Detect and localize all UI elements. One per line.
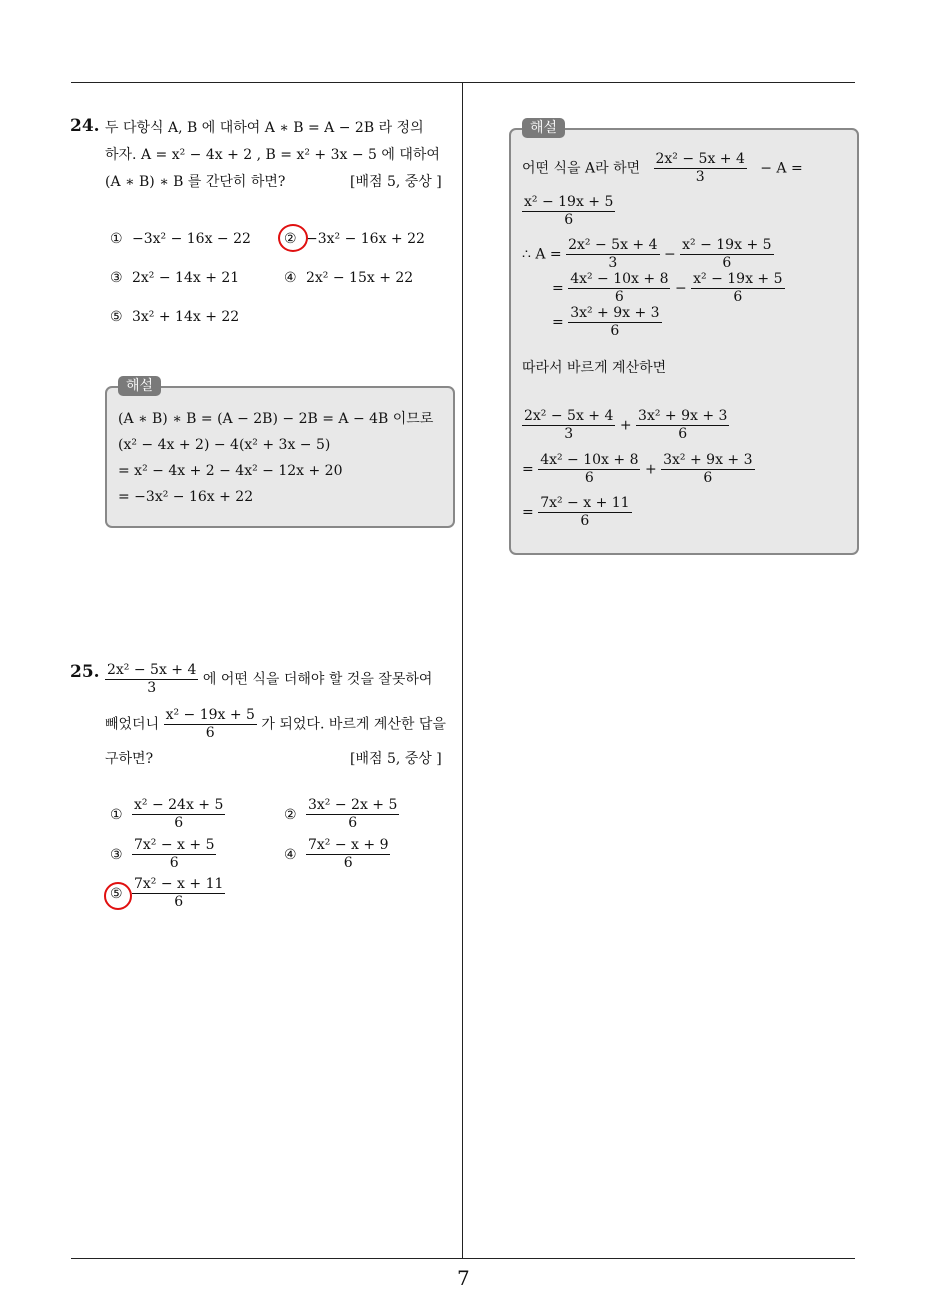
q24-solution-line-3: = x² − 4x + 2 − 4x² − 12x + 20	[118, 463, 343, 479]
q24-option-5[interactable]: ⑤ 3x² + 14x + 22	[110, 309, 240, 325]
q24-option-4[interactable]: ④ 2x² − 15x + 22	[284, 270, 414, 286]
q24-number: 24.	[70, 116, 100, 136]
sol25-line-4: = $\frac{\text{4x² − 10x + 8}}{6}$ − $\frac{\text{x² − 19x + 5}}{6}$	[552, 271, 783, 305]
page-number: 7	[457, 1266, 470, 1290]
q25-solution-box	[509, 128, 859, 555]
q25-option-1[interactable]: ① $\frac{\text{x² − 24x + 5}}{6}$	[110, 797, 224, 831]
q25-meta: [배점 5, 중상 ]	[350, 751, 442, 767]
q25-number: 25.	[70, 662, 100, 682]
q25-solution-tag: 해설	[522, 118, 565, 138]
q24-answer-circle	[278, 224, 308, 252]
q25-line1: $\frac{\text{2x² − 5x + 4}}{3}$ 에 어떤 식을 더해야 할 것을 잘못하여	[107, 662, 433, 696]
q24-option-1[interactable]: ① −3x² − 16x − 22	[110, 231, 251, 247]
q24-line2: 하자. A = x² − 4x + 2 , B = x² + 3x − 5 에 대하여	[105, 147, 440, 163]
q25-line2: 빼었더니 $\frac{\text{x² − 19x + 5}}{6}$ 가 되었다. 바르게 계산한 답을	[105, 707, 446, 741]
q25-option-2[interactable]: ② $\frac{\text{3x² − 2x + 5}}{6}$	[284, 797, 398, 831]
q24-line1: 두 다항식 A, B 에 대하여 A ∗ B = A − 2B 라 정의	[105, 120, 424, 136]
sol25-line-5: = $\frac{\text{3x² + 9x + 3}}{6}$	[552, 305, 660, 339]
q25-option-3[interactable]: ③ $\frac{\text{7x² − x + 5}}{6}$	[110, 837, 215, 871]
q25-fraction-1: $\frac{\text{2x² − 5x + 4}}{3}$	[107, 662, 197, 696]
sol25-correct-text: 따라서 바르게 계산하면	[522, 360, 667, 376]
q24-option-2[interactable]: ② −3x² − 16x + 22	[284, 231, 425, 247]
column-divider	[462, 82, 463, 1259]
sol25-line-7: $\frac{\text{2x² − 5x + 4}}{3}$ + $\frac{\text{3x² + 9x + 3}}{6}$	[524, 408, 728, 442]
sol25-line-9: = $\frac{\text{7x² − x + 11}}{6}$	[522, 495, 630, 529]
q24-solution-box	[105, 386, 455, 528]
q25-option-4[interactable]: ④ $\frac{\text{7x² − x + 9}}{6}$	[284, 837, 389, 871]
top-rule	[71, 82, 855, 83]
sol25-line-8: = $\frac{\text{4x² − 10x + 8}}{6}$ + $\frac{\text{3x² + 9x + 3}}{6}$	[522, 452, 753, 486]
q24-solution-line-1: (A ∗ B) ∗ B = (A − 2B) − 2B = A − 4B 이므로	[118, 411, 434, 427]
q24-solution-line-4: = −3x² − 16x + 22	[118, 489, 254, 505]
q24-line3: (A ∗ B) ∗ B 를 간단히 하면?	[105, 174, 286, 190]
sol25-line-3: ∴ A = $\frac{\text{2x² − 5x + 4}}{3}$ − $\frac{\text{x² − 19x + 5}}{6}$	[522, 237, 772, 271]
q24-solution-tag: 해설	[118, 376, 161, 396]
q25-line3: 구하면?	[105, 751, 154, 767]
q25-answer-circle	[104, 882, 132, 910]
sol25-intro: 어떤 식을 A라 하면 $\frac{\text{2x² − 5x + 4}}{3}$ − A =	[522, 151, 803, 185]
q24-solution-line-2: (x² − 4x + 2) − 4(x² + 3x − 5)	[118, 437, 331, 453]
q24-option-3[interactable]: ③ 2x² − 14x + 21	[110, 270, 240, 286]
q25-option-5[interactable]: ⑤ $\frac{\text{7x² − x + 11}}{6}$	[110, 876, 224, 910]
q25-fraction-2: $\frac{\text{x² − 19x + 5}}{6}$	[165, 707, 255, 741]
bottom-rule	[71, 1258, 855, 1259]
q24-meta: [배점 5, 중상 ]	[350, 174, 442, 190]
sol25-line-2: $\frac{\text{x² − 19x + 5}}{6}$	[524, 194, 614, 228]
